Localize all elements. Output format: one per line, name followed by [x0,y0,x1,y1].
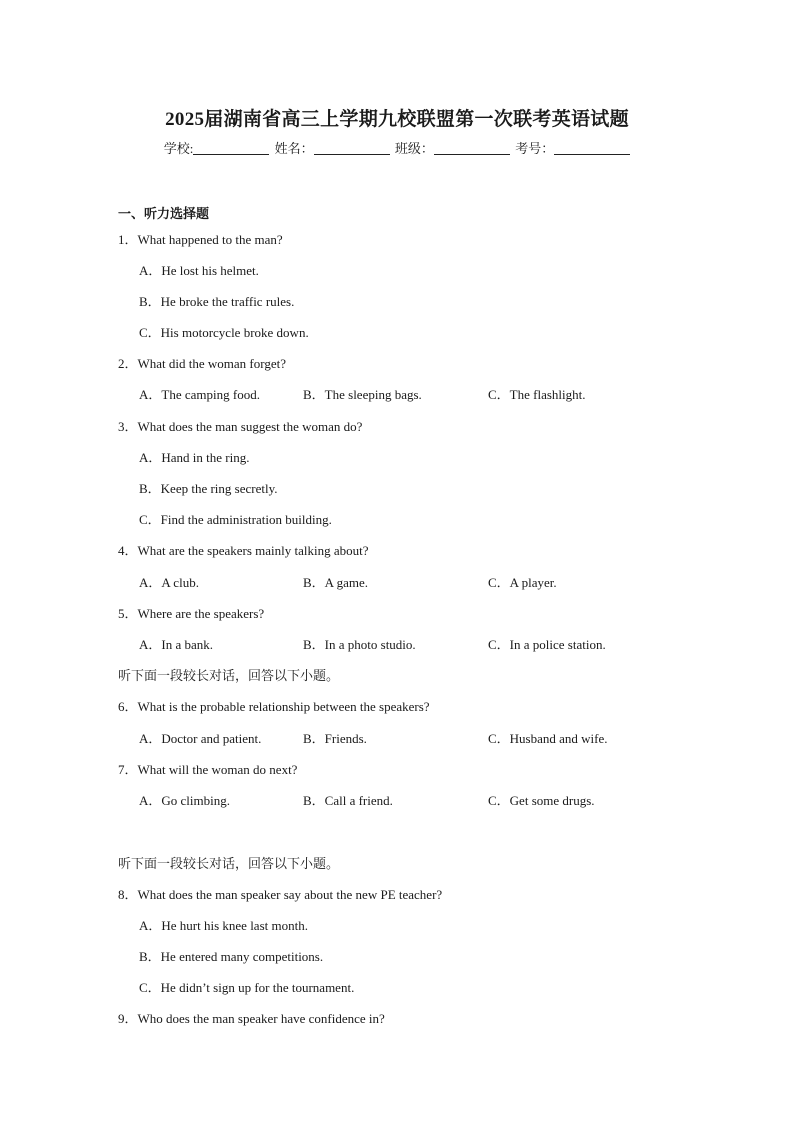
name-blank[interactable] [314,142,390,155]
question-1-option-a[interactable]: A．He lost his helmet. [139,263,259,278]
question-8-option-c[interactable]: C．He didn’t sign up for the tournament. [139,980,355,995]
question-4-option-c[interactable]: C．A player. [488,575,557,590]
question-5-option-c[interactable]: C．In a police station. [488,637,606,652]
question-2-option-a[interactable]: A．The camping food. [139,387,260,402]
question-4-option-a[interactable]: A．A club. [139,575,199,590]
question-4: 4．What are the speakers mainly talking about? [118,543,369,558]
question-8: 8．What does the man speaker say about the new PE teacher? [118,887,443,902]
question-6-option-b[interactable]: B．Friends. [303,731,367,746]
question-9: 9．Who does the man speaker have confidence in? [118,1011,385,1026]
question-2: 2．What did the woman forget? [118,356,287,371]
student-info-line [0,138,794,157]
question-8-option-a[interactable]: A．He hurt his knee last month. [139,918,308,933]
question-8-option-b[interactable]: B．He entered many competitions. [139,949,324,964]
question-6-option-c[interactable]: C．Husband and wife. [488,731,608,746]
question-1-option-b[interactable]: B．He broke the traffic rules. [139,294,295,309]
question-3: 3．What does the man suggest the woman do? [118,419,363,434]
class-label: 班级： [394,141,434,156]
question-4-option-b[interactable]: B．A game. [303,575,368,590]
exam-number-blank[interactable] [554,142,630,155]
question-3-option-b[interactable]: B．Keep the ring secretly. [139,481,278,496]
question-7-option-c[interactable]: C．Get some drugs. [488,793,595,808]
name-label: 姓名： [274,141,314,156]
exam-number-label: 考号： [515,141,555,156]
question-2-option-b[interactable]: B．The sleeping bags. [303,387,422,402]
question-5: 5．Where are the speakers? [118,606,265,621]
question-3-option-c[interactable]: C．Find the administration building. [139,512,332,527]
question-7-option-a[interactable]: A．Go climbing. [139,793,230,808]
listening-instruction: 听下面一段较长对话，回答以下小题。 [118,668,340,683]
question-2-option-c[interactable]: C．The flashlight. [488,387,586,402]
question-6: 6．What is the probable relationship between the speakers? [118,699,430,714]
school-blank[interactable] [193,142,269,155]
listening-instruction-2: 听下面一段较长对话，回答以下小题。 [118,856,340,871]
question-5-option-b[interactable]: B．In a photo studio. [303,637,416,652]
question-7-option-b[interactable]: B．Call a friend. [303,793,393,808]
exam-title: 2025届湖南省高三上学期九校联盟第一次联考英语试题 [165,109,629,130]
question-5-option-a[interactable]: A．In a bank. [139,637,214,652]
question-1-option-c[interactable]: C．His motorcycle broke down. [139,325,309,340]
question-6-option-a[interactable]: A．Doctor and patient. [139,731,262,746]
question-7: 7．What will the woman do next? [118,762,298,777]
class-blank[interactable] [434,142,510,155]
school-label: 学校: [163,141,194,156]
section-heading: 一、听力选择题 [118,206,210,221]
question-1: 1．What happened to the man? [118,232,283,247]
question-3-option-a[interactable]: A．Hand in the ring. [139,450,250,465]
